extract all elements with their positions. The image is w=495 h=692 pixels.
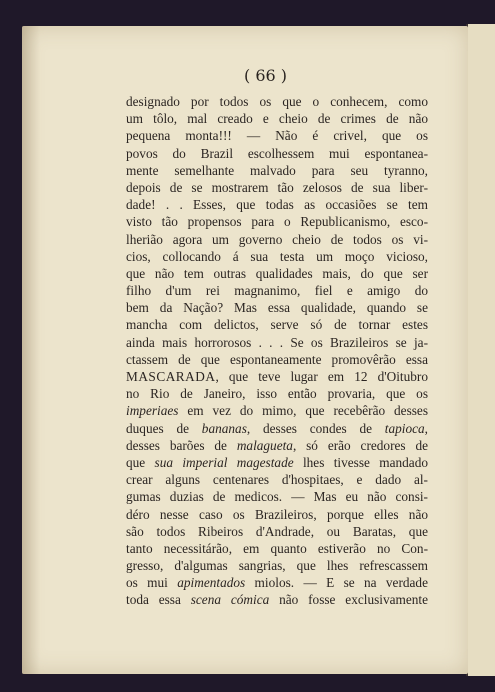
text-line: imperiaes em vez do mimo, que recebêrão desses [126,403,428,419]
text-line: toda essa scena cómica não fosse exclusivamente [126,592,428,608]
text-line: tanto necessitárão, em quanto estiverão no Con- [126,540,428,556]
text-line: gumas duzias de medicos. — Mas eu não consi- [126,489,428,505]
text-line: designado por todos os que o conhecem, como [126,94,428,109]
text-line: povos do Brazil escolhessem mui espontanea- [126,145,428,161]
italic-word: sua imperial magestade [154,454,294,470]
text-line: que sua imperial magestade lhes tivesse mandado [126,454,428,470]
text-line: pequena monta!!! — Não é crivel, que os [126,128,428,144]
italic-word: tapioca [384,420,425,436]
text-line: depois de se mostrarem tão zelosos de sua liber- [126,179,428,195]
text-line: ctassem de que espontaneamente promovêrão essa [126,351,428,367]
text-line: desses barões de malagueta, só erão credores de [126,437,428,453]
text-line: duques de bananas, desses condes de tapioca, [126,420,428,436]
italic-word: bananas [201,420,247,436]
text-line: déro nesse caso os Brazileiros, porque elles não [126,506,428,522]
text-line: no Rio de Janeiro, isso então provaria, que os [126,386,428,402]
small-caps-word: MASCARADA [126,369,216,384]
text-line: são todos Ribeiros d'Andrade, ou Baratas, que [126,523,428,539]
facing-page-edge [466,24,495,676]
text-line: MASCARADA, que teve lugar em 12 d'Oitubro [126,369,428,384]
italic-word: apimentados [177,575,246,591]
italic-word: malagueta [236,437,293,453]
text-line: visto tão propensos para o Republicanismo, esco- [126,214,428,230]
text-line: os mui apimentados miolos. — E se na verdade [126,575,428,591]
body-text [126,93,428,609]
gutter-shadow [22,26,40,674]
text-line: bem da Nação? Mas essa qualidade, quando se [126,300,428,316]
text-line: lherião agora um governo cheio de todos os vi- [126,231,428,247]
page-number: ( 66 ) [244,66,288,85]
text-line: ainda mais horrorosos . . . Se os Brazileiros se ja- [126,334,428,350]
text-line: que não tem outras qualidades mais, do que ser [126,265,428,281]
text-line: cios, collocando á sua testa um moço vicioso, [126,248,428,264]
text-line: mancha com delictos, serve só de tornar estes [126,317,428,333]
text-line: mente semelhante malvado para seu tyranno, [126,162,428,178]
text-line: dade! . . Esses, que todas as occasiões se tem [126,197,428,213]
text-line: filho d'um rei magnanimo, fiel e amigo do [126,283,428,299]
italic-word: scena cómica [190,592,270,608]
italic-word: imperiaes [126,403,179,419]
text-line: crear alguns centenares d'hospitaes, e dado al- [126,472,428,488]
text-line: gresso, d'algumas sangrias, que lhes refrescassem [126,558,428,574]
text-line: um tôlo, mal creado e cheio de crimes de não [126,111,428,127]
